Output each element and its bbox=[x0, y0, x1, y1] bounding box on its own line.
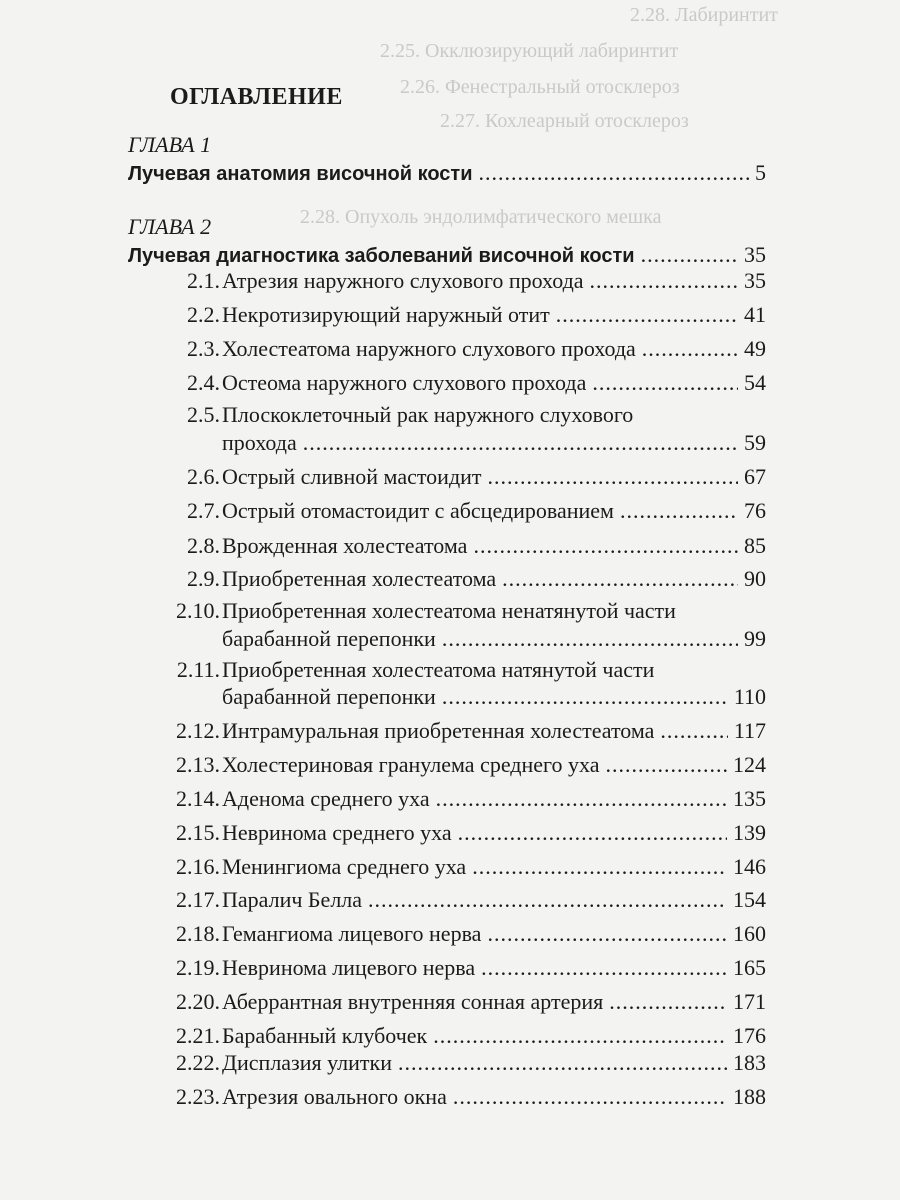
entry-title: Приобретенная холестеатома ненатянутой части bbox=[222, 598, 676, 623]
page-number: 76 bbox=[744, 498, 766, 523]
toc-entry[interactable] bbox=[128, 533, 766, 563]
toc-entry[interactable] bbox=[128, 854, 766, 884]
entry-number: 2.7. bbox=[187, 498, 220, 523]
entry-title-continuation: барабанной перепонки bbox=[222, 626, 436, 651]
leader-dots bbox=[368, 887, 727, 913]
leader-dots bbox=[620, 498, 738, 524]
toc-entry[interactable] bbox=[128, 887, 766, 917]
page-number: 110 bbox=[733, 684, 766, 709]
chapter-label: ГЛАВА 2 bbox=[128, 214, 212, 239]
page-number: 154 bbox=[733, 887, 766, 912]
page-title: ОГЛАВЛЕНИЕ bbox=[170, 84, 343, 110]
toc-entry[interactable] bbox=[128, 657, 766, 687]
page-number: 117 bbox=[733, 718, 766, 743]
entry-title: Приобретенная холестеатома натянутой части bbox=[222, 657, 655, 682]
page-number: 35 bbox=[744, 268, 766, 293]
toc-entry[interactable] bbox=[128, 955, 766, 985]
leader-dots bbox=[488, 464, 738, 490]
toc-entry[interactable] bbox=[128, 268, 766, 298]
entry-title: Дисплазия улитки bbox=[222, 1050, 393, 1075]
page-number: 183 bbox=[733, 1050, 766, 1075]
toc-entry[interactable] bbox=[128, 989, 766, 1019]
page-number: 49 bbox=[744, 336, 766, 361]
page-number: 54 bbox=[744, 370, 766, 395]
entry-title: Аденома среднего уха bbox=[222, 786, 430, 811]
toc-entry[interactable] bbox=[128, 1050, 766, 1080]
entry-title: Невринома лицевого нерва bbox=[222, 955, 476, 980]
leader-dots bbox=[642, 336, 738, 362]
entry-title: Аберрантная внутренняя сонная артерия bbox=[222, 989, 604, 1014]
entry-number: 2.1. bbox=[187, 268, 220, 293]
leader-dots bbox=[641, 242, 738, 268]
entry-title: Интрамуральная приобретенная холестеатома bbox=[222, 718, 655, 743]
entry-title: Барабанный клубочек bbox=[222, 1023, 428, 1048]
entry-number: 2.16. bbox=[176, 854, 220, 879]
entry-title: Паралич Белла bbox=[222, 887, 363, 912]
entry-title: Врожденная холестеатома bbox=[222, 533, 468, 558]
bleed-through-text: 2.27. Кохлеарный отосклероз bbox=[440, 110, 689, 132]
page-number: 67 bbox=[744, 464, 766, 489]
entry-number: 2.3. bbox=[187, 336, 220, 361]
entry-number: 2.5. bbox=[187, 402, 220, 427]
toc-chapter-entry[interactable] bbox=[128, 160, 766, 190]
leader-dots bbox=[433, 1023, 727, 1049]
leader-dots bbox=[605, 752, 727, 778]
entry-number: 2.21. bbox=[176, 1023, 220, 1048]
leader-dots bbox=[502, 566, 738, 592]
entry-title: Невринома среднего уха bbox=[222, 820, 452, 845]
leader-dots bbox=[442, 626, 738, 652]
page-number: 41 bbox=[744, 302, 766, 327]
page-number: 90 bbox=[744, 566, 766, 591]
page-number: 165 bbox=[733, 955, 766, 980]
leader-dots bbox=[487, 921, 727, 947]
leader-dots bbox=[436, 786, 727, 812]
toc-entry[interactable] bbox=[128, 1084, 766, 1114]
chapter-title: Лучевая анатомия височной кости bbox=[128, 163, 473, 185]
toc-entry[interactable] bbox=[128, 402, 766, 432]
toc-entry[interactable] bbox=[128, 566, 766, 596]
leader-dots bbox=[442, 684, 728, 710]
entry-number: 2.14. bbox=[176, 786, 220, 811]
entry-number: 2.2. bbox=[187, 302, 220, 327]
bleed-through-text: 2.26. Фенестральный отосклероз bbox=[400, 76, 680, 98]
entry-number: 2.19. bbox=[176, 955, 220, 980]
entry-title: Холестеатома наружного слухового прохода bbox=[222, 336, 636, 361]
leader-dots bbox=[556, 302, 738, 328]
toc-entry[interactable] bbox=[128, 718, 766, 748]
entry-number: 2.13. bbox=[176, 752, 220, 777]
entry-number: 2.6. bbox=[187, 464, 220, 489]
entry-title: Остеома наружного слухового прохода bbox=[222, 370, 587, 395]
toc-entry[interactable] bbox=[128, 498, 766, 528]
toc-entry[interactable] bbox=[128, 820, 766, 850]
page-number: 146 bbox=[733, 854, 766, 879]
leader-dots bbox=[472, 854, 727, 880]
toc-entry[interactable] bbox=[128, 370, 766, 400]
page-number: 85 bbox=[744, 533, 766, 558]
leader-dots bbox=[590, 268, 738, 294]
page-number: 5 bbox=[755, 160, 766, 185]
page-number: 59 bbox=[744, 430, 766, 455]
leader-dots bbox=[398, 1050, 727, 1076]
toc-entry[interactable] bbox=[128, 921, 766, 951]
chapter-label: ГЛАВА 1 bbox=[128, 132, 212, 157]
page-number: 188 bbox=[733, 1084, 766, 1109]
entry-number: 2.4. bbox=[187, 370, 220, 395]
bleed-through-text: 2.28. Опухоль эндолимфатического мешка bbox=[300, 206, 662, 228]
bleed-through-text: 2.25. Окклюзирующий лабиринтит bbox=[380, 40, 679, 62]
leader-dots bbox=[303, 430, 738, 456]
leader-dots bbox=[660, 718, 727, 744]
entry-title: Плоскоклеточный рак наружного слухового bbox=[222, 402, 634, 427]
entry-title: Острый сливной мастоидит bbox=[222, 464, 482, 489]
page-number: 160 bbox=[733, 921, 766, 946]
entry-title: Острый отомастоидит с абсцедированием bbox=[222, 498, 614, 523]
page-number: 176 bbox=[733, 1023, 766, 1048]
bleed-through-text: 2.28. Лабиринтит bbox=[630, 4, 778, 26]
entry-number: 2.23. bbox=[176, 1084, 220, 1109]
entry-number: 2.10. bbox=[176, 598, 220, 623]
entry-number: 2.22. bbox=[176, 1050, 220, 1075]
toc-entry[interactable] bbox=[128, 786, 766, 816]
leader-dots bbox=[453, 1084, 727, 1110]
entry-title: Атрезия наружного слухового прохода bbox=[222, 268, 584, 293]
entry-number: 2.11. bbox=[176, 657, 220, 682]
leader-dots bbox=[592, 370, 738, 396]
entry-title: Некротизирующий наружный отит bbox=[222, 302, 550, 327]
toc-entry[interactable] bbox=[128, 1023, 766, 1053]
page-number: 35 bbox=[744, 242, 766, 267]
entry-title: Менингиома среднего уха bbox=[222, 854, 467, 879]
toc-entry[interactable] bbox=[128, 336, 766, 366]
entry-title: Приобретенная холестеатома bbox=[222, 566, 497, 591]
entry-number: 2.18. bbox=[176, 921, 220, 946]
toc-entry[interactable] bbox=[128, 464, 766, 494]
page-number: 171 bbox=[733, 989, 766, 1014]
page-number: 135 bbox=[733, 786, 766, 811]
toc-entry-continuation[interactable] bbox=[222, 684, 766, 714]
entry-number: 2.8. bbox=[187, 533, 220, 558]
leader-dots bbox=[473, 533, 738, 559]
toc-entry-continuation[interactable] bbox=[222, 430, 766, 460]
page-number: 124 bbox=[733, 752, 766, 777]
entry-title-continuation: прохода bbox=[222, 430, 297, 455]
entry-number: 2.17. bbox=[176, 887, 220, 912]
entry-title: Атрезия овального окна bbox=[222, 1084, 447, 1109]
entry-title-continuation: барабанной перепонки bbox=[222, 684, 436, 709]
chapter-title: Лучевая диагностика заболеваний височной кости bbox=[128, 245, 635, 267]
entry-number: 2.9. bbox=[187, 566, 220, 591]
leader-dots bbox=[479, 160, 749, 186]
leader-dots bbox=[481, 955, 727, 981]
entry-number: 2.12. bbox=[176, 718, 220, 743]
entry-number: 2.15. bbox=[176, 820, 220, 845]
toc-entry[interactable] bbox=[128, 598, 766, 628]
leader-dots bbox=[609, 989, 727, 1015]
entry-title: Гемангиома лицевого нерва bbox=[222, 921, 482, 946]
toc-entry[interactable] bbox=[128, 752, 766, 782]
toc-entry-continuation[interactable] bbox=[222, 626, 766, 656]
page-number: 99 bbox=[744, 626, 766, 651]
toc-entry[interactable] bbox=[128, 302, 766, 332]
page-number: 139 bbox=[733, 820, 766, 845]
leader-dots bbox=[458, 820, 727, 846]
entry-title: Холестериновая гранулема среднего уха bbox=[222, 752, 600, 777]
entry-number: 2.20. bbox=[176, 989, 220, 1014]
